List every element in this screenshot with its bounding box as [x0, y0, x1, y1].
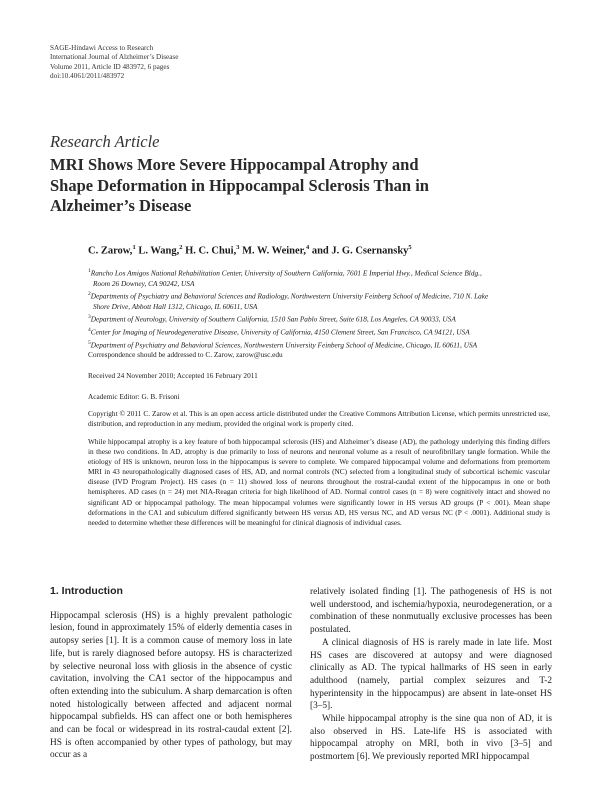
affiliation-continuation: Room 26 Downey, CA 90242, USA	[93, 278, 195, 288]
academic-editor: Academic Editor: G. B. Frisoni	[88, 392, 180, 401]
article-type: Research Article	[50, 132, 160, 151]
affiliation-text: Department of Psychiatry and Behavioral Sciences, Northwestern University Feinberg School of Medicine, Chicago, IL 60611, USA	[90, 340, 478, 350]
received-dates: Received 24 November 2010; Accepted 16 February 2011	[88, 371, 258, 380]
author-name: H. C. Chui,	[182, 245, 237, 257]
author-affiliation-mark: 2	[179, 244, 183, 251]
affiliation-continuation: Shore Drive, Abbott Hall 1312, Chicago, IL 60611, USA	[93, 302, 258, 312]
body-paragraph: Hippocampal sclerosis (HS) is a highly prevalent pathologic lesion, found in approximately 15% of elderly dementia cases in autopsy series [1]. It is a common cause of memory loss in late life, but is rarely diagnosed before autopsy. HS is characterized by selective neuronal loss with gliosis in the absence of cystic cavitation, involving the CA1 sector of the hippocampus and often extending into the subiculum. A sharp demarcation is often noted histologically between affected and adjacent normal hippocampal subfields. HS can affect one or both hemispheres and can be focal or widespread in its rostral-caudal extent [2]. HS is often accompanied by other types of pathology, but may occur as a	[50, 610, 292, 761]
section-heading: 1. Introduction	[50, 585, 123, 597]
title-line: MRI Shows More Severe Hippocampal Atrophy and	[50, 155, 419, 174]
body-paragraph: While hippocampal atrophy is the sine qua non of AD, it is also observed in HS. Late-life HS is associated with hippocampal atrophy on MRI, both in vivo [3–5] and postmortem [6]. We previously reported MRI hippocampal	[310, 714, 552, 763]
affiliation-number: 5	[88, 340, 91, 347]
correspondence: Correspondence should be addressed to C. Zarow, zarow@usc.edu	[88, 350, 283, 359]
journal-info	[50, 44, 178, 81]
affiliation	[88, 289, 550, 312]
body-left-column	[50, 586, 292, 762]
volume-line: Volume 2011, Article ID 483972, 6 pages	[50, 62, 170, 71]
affiliations	[88, 266, 550, 351]
body-right-column	[310, 586, 552, 764]
abstract: While hippocampal atrophy is a key feature of both hippocampal sclerosis (HS) and Alzheimer’s disease (AD), the pathology underlying this finding differs in these two conditions. In AD, atrophy is due primarily to loss of neurons and neuronal volume as a result of neurofibrillary tangle formation. While the etiology of HS is unknown, neuron loss in the hippocampus is severe to complete. We compared hippocampal volume and deformations from premortem MRI in 43 neuropathologically diagnosed cases of HS, AD, and normal controls (NC) selected from a longitudinal study of subcortical ischemic vascular disease (IVD Program Project). HS cases (n = 11) showed loss of neurons throughout the rostral-caudal extent of the hippocampus in one or both hemispheres. AD cases (n = 24) met NIA-Reagan criteria for high likelihood of AD. Normal control cases (n = 8) were cognitively intact and showed no significant AD or hippocampal pathology. The mean hippocampal volumes were significantly lower in HS versus AD groups (P < .001). Mean shape deformations in the CA1 and subiculum differed significantly between HS versus AD, HS versus NC, and AD versus NC (P < .0001). Additional study is needed to determine whether these differences will be meaningful for clinical diagnosis of individual cases.	[88, 437, 550, 527]
affiliation	[88, 325, 550, 338]
affiliation-text: Center for Imaging of Neurodegenerative Disease, University of California, 4150 Clement Street, San Francisco, CA 94121, USA	[90, 327, 470, 337]
affiliation-number: 3	[88, 314, 91, 321]
author-affiliation-mark: 3	[236, 244, 240, 251]
journal-name: International Journal of Alzheimer’s Disease	[50, 53, 179, 62]
publisher-line: SAGE-Hindawi Access to Research	[50, 44, 154, 52]
author-name: M. W. Weiner,	[239, 245, 306, 257]
author-list	[88, 244, 550, 257]
article-title	[50, 155, 520, 217]
author-name: and J. G. Csernansky	[309, 245, 409, 257]
body-paragraph: relatively isolated finding [1]. The pathogenesis of HS is not well understood, and ischemia/hypoxia, neurodegeneration, or a combination of these nonmutually exclusive processes has been postulated.	[310, 587, 552, 636]
author-affiliation-mark: 4	[305, 244, 310, 251]
affiliation	[88, 266, 550, 289]
body-paragraph: A clinical diagnosis of HS is rarely made in late life. Most HS cases are discovered at autopsy and were diagnosed clinically as AD. The typical hallmarks of HS seen in early adulthood (namely, partial complex seizures and T-2 hyperintensity in the hippocampus) are absent in late-onset HS [3–5].	[310, 637, 552, 712]
affiliation-number: 1	[88, 268, 91, 274]
title-line: Shape Deformation in Hippocampal Sclerosis Than in	[50, 175, 429, 195]
affiliation-number: 4	[88, 327, 91, 334]
author-affiliation-mark: 5	[408, 244, 412, 251]
author-affiliation-mark: 1	[132, 244, 136, 251]
copyright-notice: Copyright © 2011 C. Zarow et al. This is an open access article distributed under the Creative Commons Attribution License, which permits unrestricted use, distribution, and reproduction in any medium, provided the original work is properly cited.	[88, 409, 550, 428]
author-name: L. Wang,	[135, 245, 180, 257]
affiliation-text: Rancho Los Amigos National Rehabilitation Center, University of Southern California, 7601 E Imperial Hwy., Medical Science Bldg.,	[90, 268, 482, 278]
title-line: Alzheimer’s Disease	[50, 196, 192, 215]
author-name: C. Zarow,	[88, 245, 133, 257]
affiliation	[88, 312, 550, 325]
doi: doi:10.4061/2011/483972	[50, 71, 125, 80]
affiliation-text: Departments of Psychiatry and Behavioral Sciences and Radiology, Northwestern University Feinberg School of Medicine, 710 N. Lake	[90, 291, 489, 301]
affiliation-text: Department of Neurology, University of Southern California, 1510 San Pablo Street, Suite 618, Los Angeles, CA 90033, USA	[90, 314, 456, 324]
affiliation-number: 2	[88, 291, 91, 298]
